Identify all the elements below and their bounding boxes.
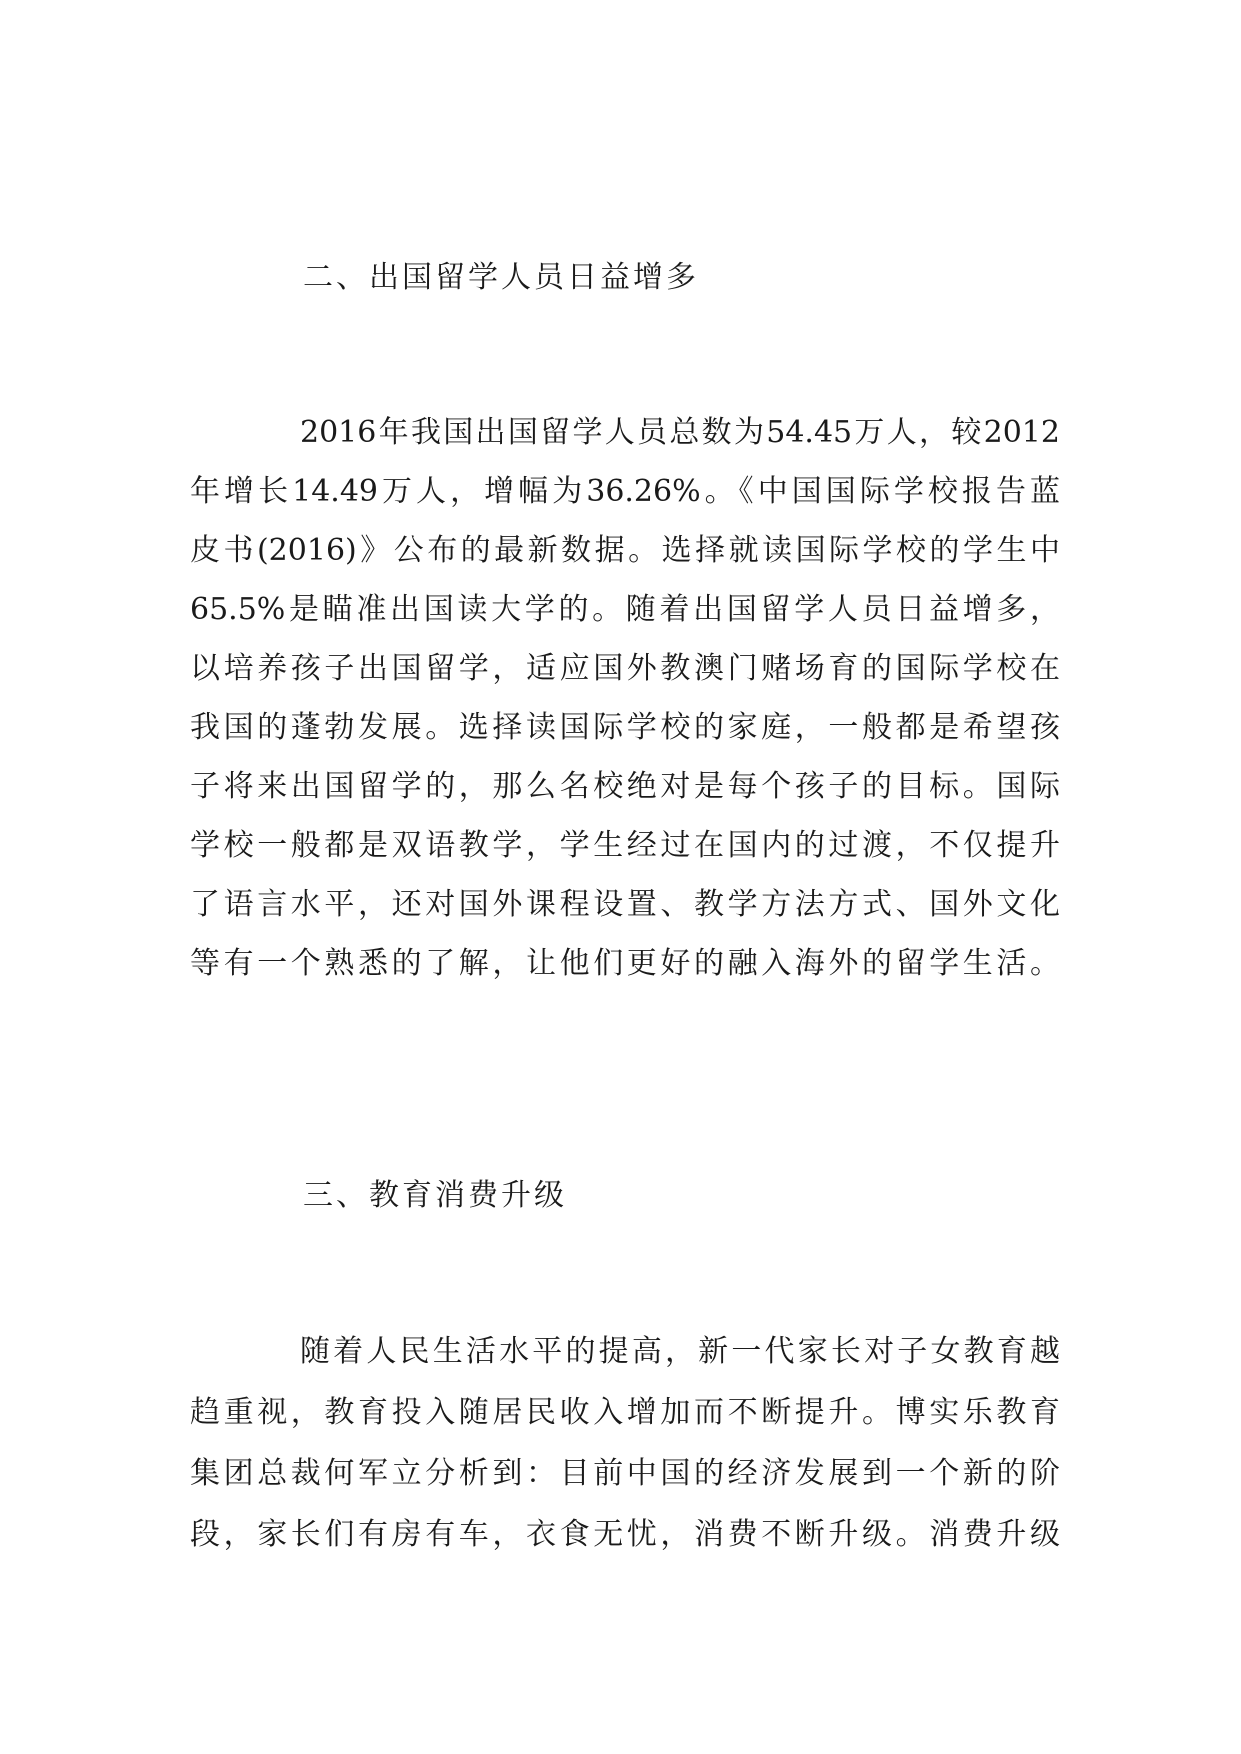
section-heading-2: 二、出国留学人员日益增多 bbox=[303, 260, 699, 295]
paragraph-line: 子将来出国留学的，那么名校绝对是每个孩子的目标。国际 bbox=[190, 769, 1060, 804]
section-heading-3: 三、教育消费升级 bbox=[303, 1178, 567, 1213]
paragraph-line: 趋重视，教育投入随居民收入增加而不断提升。博实乐教育 bbox=[190, 1395, 1060, 1430]
paragraph-line: 以培养孩子出国留学，适应国外教澳门赌场育的国际学校在 bbox=[190, 651, 1060, 686]
paragraph-line: 随着人民生活水平的提高，新一代家长对子女教育越 bbox=[300, 1334, 1060, 1369]
paragraph-line: 等有一个熟悉的了解，让他们更好的融入海外的留学生活。 bbox=[190, 946, 1060, 981]
paragraph-line: 年增长14.49万人，增幅为36.26%。《中国国际学校报告蓝 bbox=[190, 474, 1060, 509]
paragraph-line: 集团总裁何军立分析到：目前中国的经济发展到一个新的阶 bbox=[190, 1456, 1060, 1491]
paragraph-line: 了语言水平，还对国外课程设置、教学方法方式、国外文化 bbox=[190, 887, 1060, 922]
paragraph-line: 学校一般都是双语教学，学生经过在国内的过渡，不仅提升 bbox=[190, 828, 1060, 863]
paragraph-line: 2016年我国出国留学人员总数为54.45万人，较2012 bbox=[300, 415, 1060, 450]
paragraph-line: 65.5%是瞄准出国读大学的。随着出国留学人员日益增多， bbox=[190, 592, 1060, 627]
paragraph-line: 皮书(2016)》公布的最新数据。选择就读国际学校的学生中 bbox=[190, 533, 1060, 568]
paragraph-line: 段，家长们有房有车，衣食无忧，消费不断升级。消费升级 bbox=[190, 1517, 1060, 1552]
paragraph-line: 我国的蓬勃发展。选择读国际学校的家庭，一般都是希望孩 bbox=[190, 710, 1060, 745]
